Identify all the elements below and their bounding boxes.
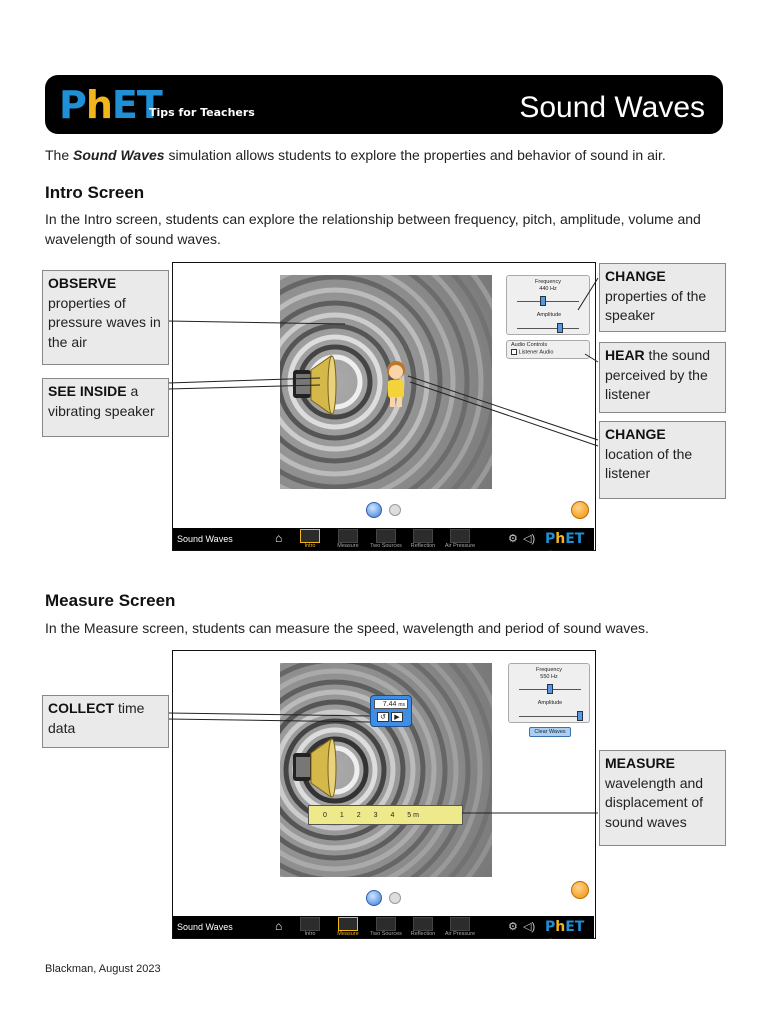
page-title: Sound Waves — [519, 91, 705, 124]
measure-tab-measure-label: Measure — [337, 931, 359, 937]
intro-text-a: The — [45, 147, 74, 163]
intro-heading: Intro Screen — [45, 183, 145, 202]
amplitude-label: Amplitude — [536, 312, 562, 318]
callout-see-inside — [42, 378, 169, 437]
sound-speaker-icon[interactable]: ◁) — [523, 533, 536, 545]
callout-change-speaker-text: properties of the speaker — [605, 287, 707, 323]
callout-collect — [42, 695, 169, 748]
ruler-tick-2: 2 — [356, 812, 361, 819]
callout-measure-bold: MEASURE — [605, 755, 676, 771]
intro-text-b: simulation allows students to explore the properties and behavior of sound in air. — [164, 147, 666, 163]
callout-hear-text: the sound perceived by the listener — [605, 347, 711, 402]
logo-et: ET — [111, 83, 162, 127]
intro-description: In the Intro screen, students can explore the relationship between frequency, pitch, amplitude, volume and wavelength of sound waves. — [45, 211, 701, 247]
measure-navbar-phet-logo[interactable]: PhET ⋮ — [545, 919, 585, 950]
listener-audio-label: Listener Audio — [518, 349, 554, 356]
measure-tab-air-pressure-label: Air Pressure — [444, 931, 476, 937]
frequency-value: 440 Hz — [539, 286, 557, 292]
tab-air-pressure-label: Air Pressure — [444, 543, 476, 549]
callout-collect-bold: COLLECT — [48, 700, 115, 716]
clear-waves-button[interactable]: Clear Waves — [529, 727, 571, 737]
callout-observe-bold: OBSERVE — [48, 275, 117, 291]
callout-see-inside-text: a vibrating speaker — [48, 383, 155, 419]
tab-intro-label: Intro — [304, 543, 316, 549]
tagline: Tips for Teachers — [149, 106, 255, 119]
tab-two-sources-label: Two Sources — [370, 543, 402, 549]
measure-amplitude-label: Amplitude — [537, 700, 563, 706]
callout-change-listener — [599, 421, 726, 499]
callout-change-listener-bold: CHANGE — [605, 426, 666, 442]
tab-measure-label: Measure — [337, 543, 359, 549]
ruler-tick-0: 0 — [323, 812, 327, 819]
callout-change-speaker — [599, 263, 726, 332]
stopwatch-value: 7.44 — [382, 701, 397, 708]
measure-home-icon[interactable]: ⌂ — [275, 919, 283, 933]
measure-settings-gear-icon[interactable]: ⚙ — [508, 921, 518, 933]
intro-emph: Sound Waves — [73, 147, 165, 163]
audio-controls-label: Audio Controls — [511, 342, 548, 348]
stopwatch-reset-icon[interactable]: ↺ — [377, 712, 389, 722]
frequency-label: Frequency — [535, 279, 561, 285]
measure-tab-intro-label: Intro — [304, 931, 316, 937]
stopwatch-unit: ms — [398, 702, 405, 708]
ruler-tick-5: 5 m — [407, 812, 419, 819]
measure-frequency-value: 550 Hz — [540, 674, 558, 680]
callout-hear-bold: HEAR — [605, 347, 645, 363]
callout-observe — [42, 270, 169, 365]
home-icon[interactable]: ⌂ — [275, 531, 283, 545]
callout-measure-text: wavelength and displacement of sound waves — [605, 774, 704, 830]
measure-frequency-label: Frequency — [536, 667, 562, 673]
callout-change-listener-text: location of the listener — [605, 445, 693, 481]
measure-heading: Measure Screen — [45, 591, 176, 610]
measure-tab-two-sources-label: Two Sources — [370, 931, 402, 937]
measure-navbar-sim-title: Sound Waves — [177, 922, 233, 932]
navbar-sim-title: Sound Waves — [177, 534, 233, 544]
callout-measure — [599, 750, 726, 846]
navbar-phet-logo[interactable]: PhET ⋮ — [545, 531, 585, 562]
callout-collect-text: time data — [48, 700, 145, 736]
logo-p: P — [59, 83, 86, 127]
settings-gear-icon[interactable]: ⚙ — [508, 533, 518, 545]
measure-description: In the Measure screen, students can measure the speed, wavelength and period of sound waves. — [45, 620, 649, 636]
callout-change-speaker-bold: CHANGE — [605, 268, 666, 284]
ruler-tick-3: 3 — [373, 812, 378, 819]
callout-hear — [599, 342, 726, 413]
measure-tab-reflection-label: Reflection — [410, 931, 436, 937]
logo-h: h — [85, 83, 112, 127]
callout-see-inside-bold: SEE INSIDE — [48, 383, 127, 399]
measure-sound-speaker-icon[interactable]: ◁) — [523, 921, 536, 933]
callout-observe-text: properties of pressure waves in the air — [48, 294, 161, 350]
ruler-tick-4: 4 — [390, 812, 395, 819]
tab-reflection-label: Reflection — [410, 543, 436, 549]
stopwatch-play-icon[interactable]: ▶ — [391, 712, 403, 722]
ruler-tick-1: 1 — [339, 812, 344, 819]
footer-credit: Blackman, August 2023 — [45, 963, 161, 975]
